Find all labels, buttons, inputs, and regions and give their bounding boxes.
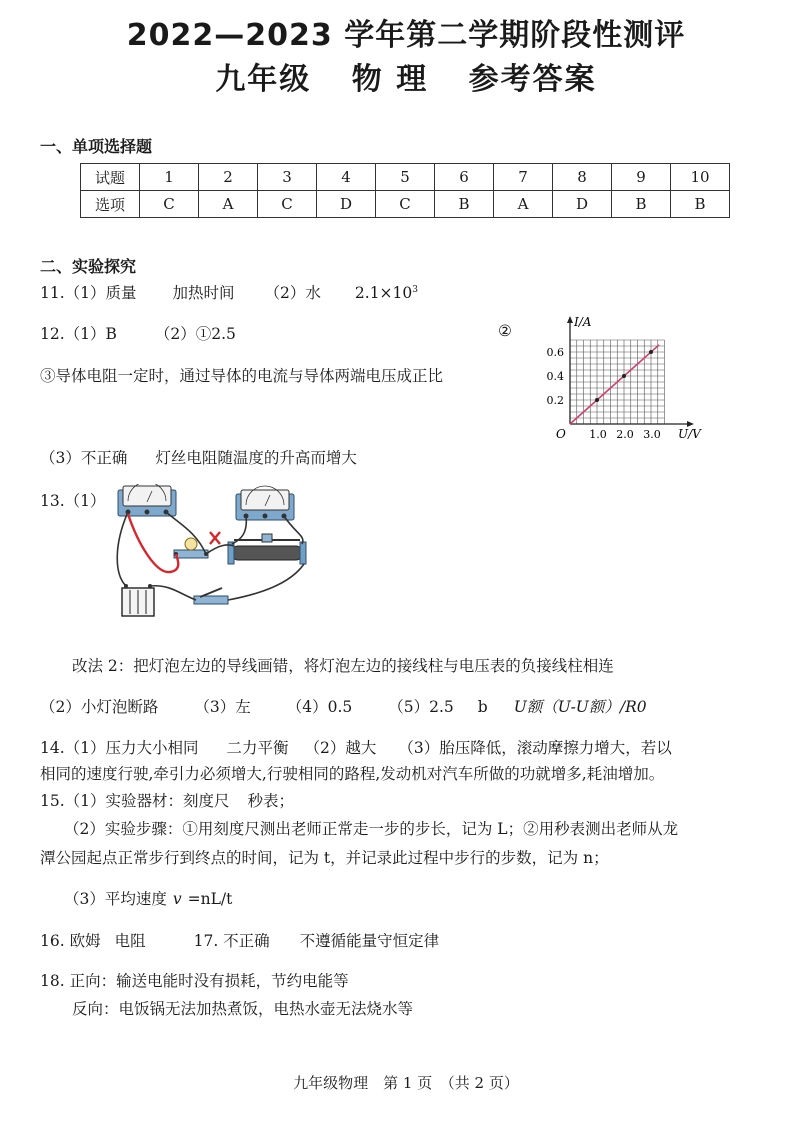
q17-part2: 不遵循能量守恒定律 [299,932,440,950]
table-cell: 9 [612,164,671,191]
table-cell: 5 [376,164,435,191]
page-footer: 九年级物理 第 1 页 （共 2 页） [293,1074,519,1092]
q14-line1 [40,736,672,758]
q12-line1 [40,322,236,344]
grade-label: 九年级 [215,62,312,97]
q15-line2: （2）实验步骤：①用刻度尺测出老师正常走一步的步长，记为 L；②用秒表测出老师从龙 [64,820,679,838]
q15-part4: （3）平均速度 [64,890,167,908]
x-tick-label: 1.0 [589,428,607,441]
table-cell: B [435,191,494,218]
subject-label: 物 理 [351,62,429,97]
data-point [595,398,599,402]
table-row [81,191,730,218]
table-cell: 10 [671,164,730,191]
error-mark-icon [210,532,220,544]
q14-line2: 相同的速度行驶,牵引力必须增大,行驶相同的路程,发动机对汽车所做的功就增多,耗油增加。 [40,765,665,783]
q11-exponent: 3 [412,284,419,295]
table-cell: B [612,191,671,218]
table-cell: 2 [199,164,258,191]
q17-part1: 17. 不正确 [193,932,270,950]
answer-key-label: 参考答案 [468,62,597,97]
x-tick-label: 2.0 [616,428,634,441]
x-tick-label: 3.0 [643,428,661,441]
table-cell: A [494,191,553,218]
ammeter [118,484,176,516]
q13-num: 13.（1） [40,492,106,510]
q18-line1: 18. 正向：输送电能时没有损耗，节约电能等 [40,972,349,990]
table-cell: 3 [258,164,317,191]
q13-part3: （3）左 [194,698,251,716]
q16-part1: 16. 欧姆 [40,932,101,950]
table-cell: C [258,191,317,218]
q14-part2: 二力平衡 [226,739,289,757]
q15-part1: 15.（1）实验器材：刻度尺 [40,792,230,810]
q18-line2: 反向：电饭锅无法加热煮饭，电热水壶无法烧水等 [72,1000,414,1018]
page-subtitle [0,54,812,98]
y-tick-label: 0.2 [546,394,564,407]
y-tick-label: 0.6 [546,346,564,359]
q11-part3: （2）水 [264,284,321,302]
table-cell: C [140,191,199,218]
q14-part4: （3）胎压降低，滚动摩擦力增大，若以 [398,739,672,757]
q13-part5b: b [477,698,488,716]
q14-part1: 14.（1）压力大小相同 [40,739,199,757]
table-cell: C [376,191,435,218]
origin-label: O [556,427,566,441]
q12-line2: ③导体电阻一定时，通过导体的电流与导体两端电压成正比 [40,367,444,385]
q11-part4: 2.1×10 [354,284,413,302]
page-title: 2022—2023 学年第二学期阶段性测评 [126,18,686,53]
q13-line2 [40,695,647,717]
q13-fix: 改法 2：把灯泡左边的导线画错，将灯泡左边的接线柱与电压表的负接线柱相连 [72,657,614,675]
table-cell: 6 [435,164,494,191]
data-point [649,350,653,354]
q13-part2: （2）小灯泡断路 [40,698,159,716]
y-axis-label: I/A [574,315,592,329]
q16-part2: 电阻 [114,932,146,950]
q13-formula: U额（U-U额）/R0 [513,698,647,716]
section2-heading: 二、实验探究 [40,257,137,276]
q12-line3 [40,446,357,468]
q12-part3: ② [498,322,512,340]
q15-velocity-symbol: v [172,890,182,908]
iu-graph [540,312,710,448]
y-axis-arrow [567,316,573,323]
q11-line [40,281,418,303]
table-cell: D [553,191,612,218]
q13-part4: （4）0.5 [286,698,353,716]
voltmeter [236,486,294,520]
circuit-diagram [110,484,320,620]
q15-line4 [64,887,232,909]
section1-heading: 一、单项选择题 [40,137,153,156]
corrected-wire [128,514,178,572]
q11-part1: 11.（1）质量 [40,284,137,302]
q15-part2: 秒表； [247,792,295,810]
q13-part5: （5）2.5 [388,698,454,716]
battery-icon [122,584,154,616]
table-cell: A [199,191,258,218]
table-cell: 8 [553,164,612,191]
switch-icon [194,588,228,604]
q12-part5: 灯丝电阻随温度的升高而增大 [155,449,357,467]
q15-line1 [40,789,294,811]
answer-table [80,163,730,218]
table-row [81,164,730,191]
table-cell: B [671,191,730,218]
table-header-cell: 选项 [81,191,140,218]
q12-part1: 12.（1）B [40,325,117,343]
q14-part3: （2）越大 [304,739,377,757]
q15-line3: 潭公园起点正常步行到终点的时间，记为 t，并记录此过程中步行的步数，记为 n； [40,849,609,867]
q12-part2: （2）①2.5 [154,325,236,343]
table-cell: D [317,191,376,218]
table-cell: 1 [140,164,199,191]
y-tick-label: 0.4 [546,370,564,383]
q11-part2: 加热时间 [172,284,235,302]
q12-part4: （3）不正确 [40,449,128,467]
q15-formula: =nL/t [187,890,233,908]
x-axis-label: U/V [678,427,701,441]
q16-line [40,929,439,951]
data-point [622,374,626,378]
table-cell: 7 [494,164,553,191]
table-header-cell: 试题 [81,164,140,191]
table-cell: 4 [317,164,376,191]
